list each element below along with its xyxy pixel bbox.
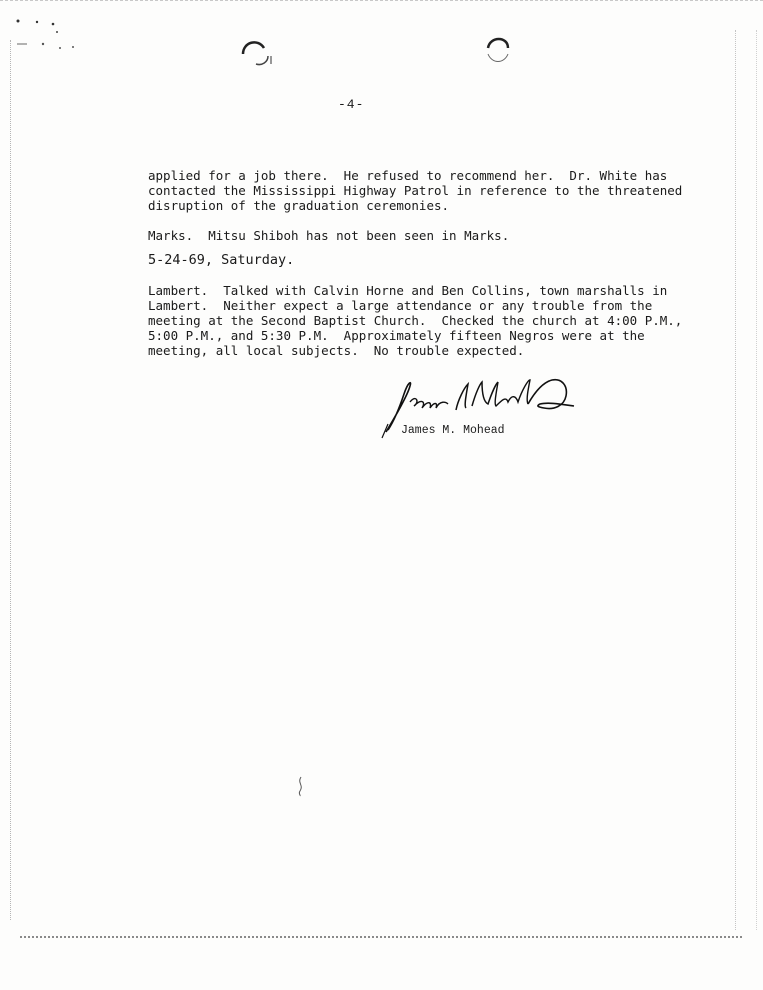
scan-bottom-edge — [20, 936, 742, 938]
paragraph-line: applied for a job there. He refused to recommend her. Dr. White has — [148, 168, 668, 183]
paragraph-line: meeting at the Second Baptist Church. Checked the church at 4:00 P.M., — [148, 313, 683, 328]
page-number: -4- — [338, 97, 365, 112]
paragraph-4 — [148, 283, 683, 358]
signature-typed-name: James M. Mohead — [401, 424, 505, 437]
paragraph-line: contacted the Mississippi Highway Patrol in reference to the threatened — [148, 183, 683, 198]
corner-mark-icon — [15, 18, 85, 58]
paragraph-line: disruption of the graduation ceremonies. — [148, 198, 450, 213]
paragraph-line: 5:00 P.M., and 5:30 P.M. Approximately fifteen Negros were at the — [148, 328, 645, 343]
scan-left-edge — [10, 40, 13, 920]
paragraph-line: meeting, all local subjects. No trouble expected. — [148, 343, 525, 358]
paragraph-1 — [148, 168, 683, 213]
scan-top-edge — [0, 0, 763, 1]
paragraph-line: 5-24-69, Saturday. — [148, 252, 295, 268]
date-heading — [148, 253, 668, 268]
stray-mark-icon — [295, 775, 307, 797]
paragraph-2 — [148, 228, 668, 243]
paragraph-line: Marks. Mitsu Shiboh has not been seen in Marks. — [148, 228, 510, 243]
punch-hole-icon — [482, 34, 514, 68]
paragraph-line: Lambert. Talked with Calvin Horne and Ben Collins, town marshalls in — [148, 283, 668, 298]
scan-right-edge — [735, 30, 757, 930]
paragraph-line: Lambert. Neither expect a large attendance or any trouble from the — [148, 298, 653, 313]
punch-hole-icon — [238, 34, 278, 70]
